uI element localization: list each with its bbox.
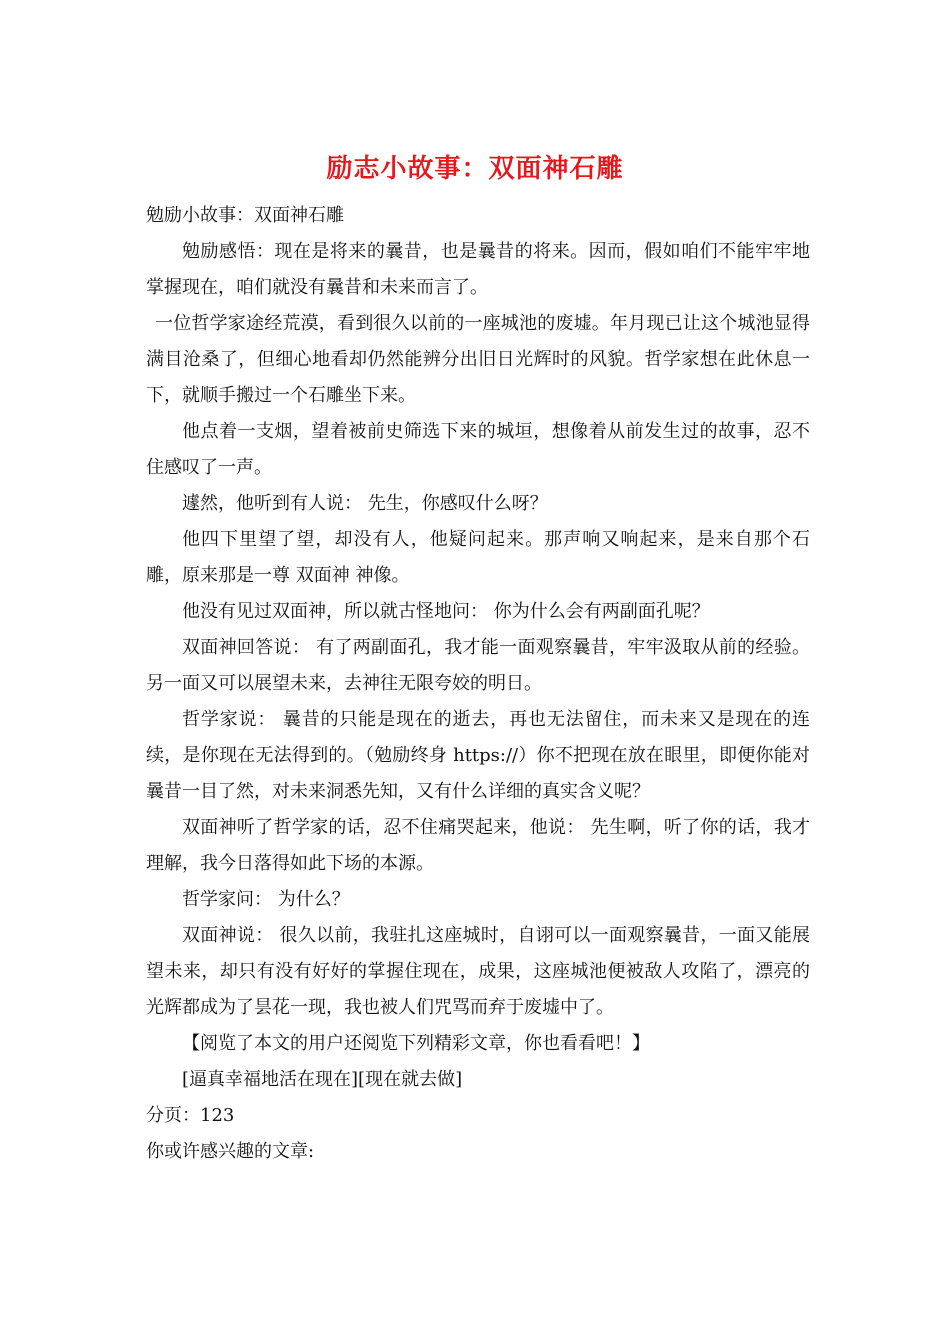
paragraph-question: 他没有见过双面神，所以就古怪地问： 你为什么会有两副面孔呢？ [182,601,710,622]
paragraph-weeping: 双面神听了哲学家的话，忍不住痛哭起来，他说： 先生啊，听了你的话，我才理解，我今日落得如此下场的本源。 [146,817,810,874]
paragraph-insight: 勉励感悟：现在是将来的曩昔，也是曩昔的将来。因而，假如咱们不能牢牢地掌握现在，咱们就没有曩昔和未来而言了。 [146,241,810,298]
related-articles-heading: 【阅览了本文的用户还阅览下列精彩文章，你也看看吧！】 [182,1033,650,1054]
paragraph-explanation: 双面神说： 很久以前，我驻扎这座城时，自诩可以一面观察曩昔，一面又能展望未来，却只有没有好好的掌握住现在，成果，这座城池便被敌人攻陷了，漂亮的光辉都成为了昙花一现，我也被人们咒骂而弃于废墟中了。 [146,925,810,1018]
page-title: 励志小故事：双面神石雕 [326,154,624,184]
related-link-do-it-now[interactable]: [现在就去做] [358,1069,463,1090]
pagination[interactable]: 分页：123 [146,1105,235,1126]
paragraph-story-start: 一位哲学家途经荒漠，看到很久以前的一座城池的废墟。年月现已让这个城池显得满目沧桑了，但细心地看却仍然能辨分出旧日光辉时的风貌。哲学家想在此休息一下，就顺手搬过一个石雕坐下来。 [146,313,810,406]
paragraph-answer: 双面神回答说： 有了两副面孔，我才能一面观察曩昔，牢牢汲取从前的经验。另一面又可以展望未来，去神往无限夸姣的明日。 [146,637,810,694]
article-subtitle: 勉励小故事：双面神石雕 [146,205,344,226]
related-links [146,1062,810,1098]
paragraph-voice: 遽然，他听到有人说： 先生，你感叹什么呀？ [182,493,548,514]
paragraph-philosopher: 哲学家说： 曩昔的只能是现在的逝去，再也无法留住，而未来又是现在的连续，是你现在无法得到的。（勉励终身 https://）你不把现在放在眼里，即便你能对曩昔一目了然，对未来洞悉先知，又有什么详细的真实含义呢？ [146,709,810,802]
article-body [146,198,810,1170]
paragraph-sigh: 他点着一支烟，望着被前史筛选下来的城垣，想像着从前发生过的故事，忍不住感叹了一声。 [146,421,810,478]
paragraph-statue: 他四下里望了望，却没有人，他疑问起来。那声响又响起来，是来自那个石雕，原来那是一尊 双面神 神像。 [146,529,810,586]
paragraph-why: 哲学家问： 为什么？ [182,889,350,910]
related-link-live-now[interactable]: [逼真幸福地活在现在] [182,1069,359,1090]
interest-label: 你或许感兴趣的文章: [146,1141,315,1162]
